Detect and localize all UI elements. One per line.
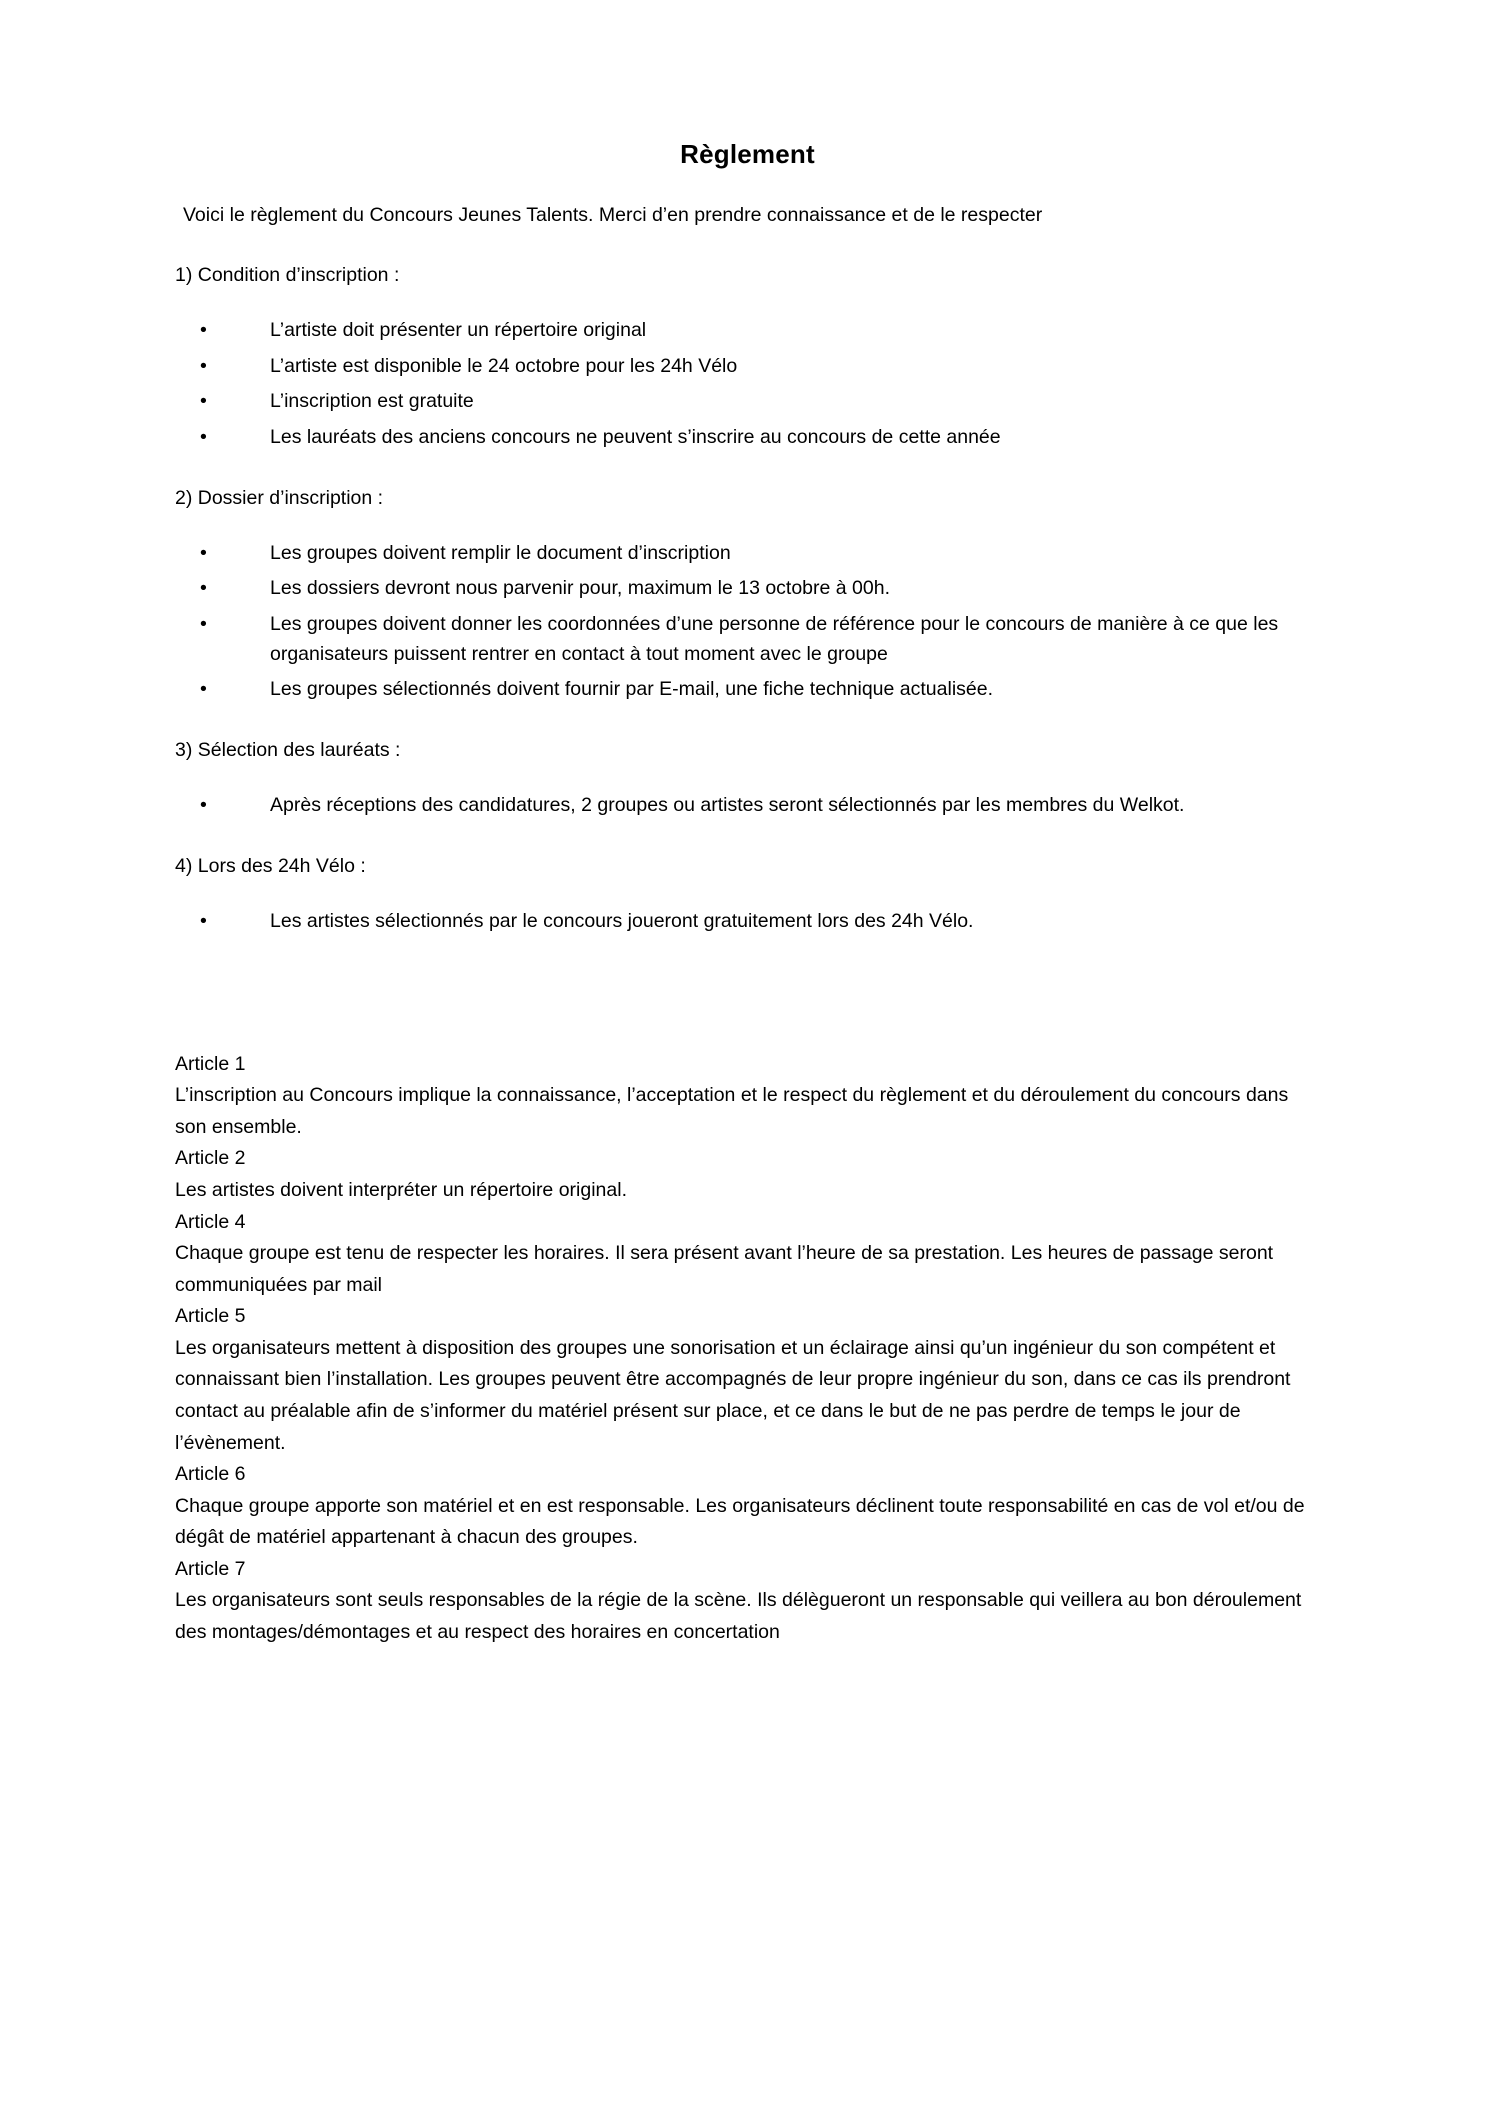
section-heading-1: 1) Condition d’inscription :: [175, 263, 400, 286]
list-item: [175, 539, 1320, 569]
list-item-text: Les groupes doivent remplir le document d’inscription: [270, 541, 731, 564]
bullet-icon: •: [200, 390, 207, 413]
bullet-list-3: [175, 791, 1320, 821]
article-title: Article 2: [175, 1147, 246, 1170]
section-heading-3: 3) Sélection des lauréats :: [175, 738, 401, 761]
bullet-icon: •: [200, 613, 207, 635]
bullet-list-1: [175, 316, 1320, 453]
list-item: [175, 574, 1320, 604]
list-item: [175, 387, 1320, 417]
section-heading-4: 4) Lors des 24h Vélo :: [175, 854, 366, 877]
bullet-list-2: [175, 539, 1320, 705]
article-title: Article 7: [175, 1557, 246, 1580]
article-title: Article 6: [175, 1463, 246, 1486]
bullet-list-4: [175, 907, 1320, 937]
bullet-icon: •: [200, 794, 207, 817]
article-body: Les artistes doivent interpréter un répertoire original.: [175, 1178, 627, 1201]
article-body: Les organisateurs mettent à disposition des groupes une sonorisation et un éclairage ainsi qu’un ingénieur du son compétent et connaissant bien l’installation. Les groupes peuvent être accompagnés de leur propre ingénieur du son, dans ce cas ils prendront contact au préalable afin de s’informer du matériel présent sur place, et ce dans le but de ne pas perdre de temps le jour de l’évènement.: [175, 1336, 1291, 1454]
bullet-icon: •: [200, 319, 207, 341]
list-item-text: L’artiste est disponible le 24 octobre pour les 24h Vélo: [270, 354, 738, 377]
bullet-icon: •: [200, 678, 207, 701]
section-heading-2: 2) Dossier d’inscription :: [175, 486, 384, 509]
article-title: Article 5: [175, 1305, 246, 1328]
list-item-text: Les dossiers devront nous parvenir pour, maximum le 13 octobre à 00h.: [270, 577, 891, 600]
list-item-text: Après réceptions des candidatures, 2 groupes ou artistes seront sélectionnés par les membres du Welkot.: [270, 794, 1185, 817]
list-item: [175, 423, 1320, 453]
list-item-text: L’inscription est gratuite: [270, 390, 474, 413]
intro-paragraph: Voici le règlement du Concours Jeunes Talents. Merci d’en prendre connaissance et de le respecter: [183, 203, 1043, 226]
article-title: Article 4: [175, 1210, 246, 1233]
bullet-icon: •: [200, 425, 207, 448]
page-title: Règlement: [680, 139, 815, 169]
list-item-text: Les groupes sélectionnés doivent fournir par E-mail, une fiche technique actualisée.: [270, 678, 994, 701]
list-item: [175, 316, 1320, 346]
article-body: L’inscription au Concours implique la connaissance, l’acceptation et le respect du règlement et du déroulement du concours dans son ensemble.: [175, 1084, 1289, 1138]
bullet-icon: •: [200, 577, 207, 600]
bullet-icon: •: [200, 910, 207, 932]
article-body: Les organisateurs sont seuls responsables de la régie de la scène. Ils délègueront un responsable qui veillera au bon déroulement des montages/démontages et au respect des horaires en concertation: [175, 1589, 1302, 1644]
article-body: Chaque groupe est tenu de respecter les horaires. Il sera présent avant l’heure de sa prestation. Les heures de passage seront communiquées par mail: [175, 1242, 1274, 1296]
list-item-text: Les artistes sélectionnés par le concours joueront gratuitement lors des 24h Vélo.: [270, 910, 974, 932]
list-item-text: L’artiste doit présenter un répertoire original: [270, 319, 647, 341]
bullet-icon: •: [200, 541, 207, 564]
list-item: [175, 352, 1320, 382]
articles-block: [175, 1049, 1320, 1649]
list-item-text: Les lauréats des anciens concours ne peuvent s’inscrire au concours de cette année: [270, 425, 1001, 448]
list-item: [175, 610, 1320, 669]
list-item-text: Les groupes doivent donner les coordonnées d’une personne de référence pour le concours de manière à ce que les organisateurs puissent rentrer en contact à tout moment avec le groupe: [270, 613, 1279, 665]
list-item: [175, 907, 1320, 937]
list-item: [175, 675, 1320, 705]
article-body: Chaque groupe apporte son matériel et en est responsable. Les organisateurs déclinent toute responsabilité en cas de vol et/ou de dégât de matériel appartenant à chacun des groupes.: [175, 1494, 1305, 1549]
list-item: [175, 791, 1320, 821]
bullet-icon: •: [200, 354, 207, 377]
article-title: Article 1: [175, 1052, 246, 1075]
